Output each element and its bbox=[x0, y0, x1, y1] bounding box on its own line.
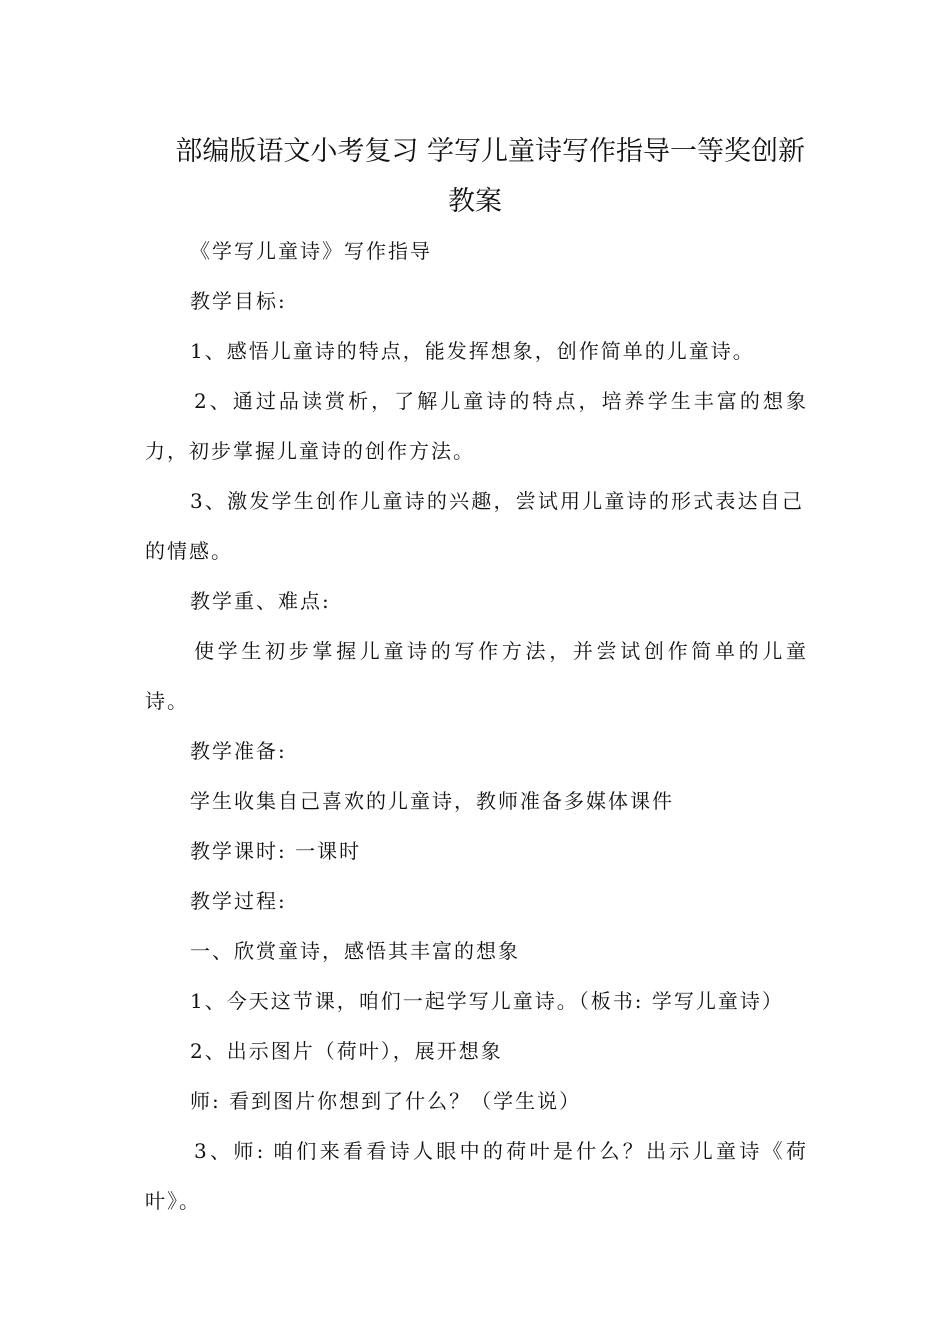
step-1: 1、今天这节课，咱们一起学写儿童诗。（板书: 学写儿童诗） bbox=[190, 989, 784, 1013]
key-points-heading: 教学重、难点: bbox=[190, 589, 331, 613]
document-title-line-2: 教案 bbox=[448, 186, 502, 217]
goal-3-line-1: 3、激发学生创作儿童诗的兴趣，尝试用儿童诗的形式表达自己 bbox=[190, 489, 802, 513]
preparation-text: 学生收集自己喜欢的儿童诗，教师准备多媒体课件 bbox=[190, 789, 674, 813]
goal-1: 1、感悟儿童诗的特点，能发挥想象，创作简单的儿童诗。 bbox=[190, 339, 755, 363]
section-1-heading: 一、欣赏童诗，感悟其丰富的想象 bbox=[190, 939, 520, 963]
lesson-subtitle: 《学写儿童诗》写作指导 bbox=[190, 239, 432, 263]
step-3-line-2: 叶》。 bbox=[145, 1189, 201, 1213]
goal-3-line-2: 的情感。 bbox=[145, 539, 233, 563]
document-title-line-1: 部编版语文小考复习 学写儿童诗写作指导一等奖创新 bbox=[175, 136, 805, 167]
class-period: 教学课时: 一课时 bbox=[190, 839, 362, 863]
key-points-line-1: 使学生初步掌握儿童诗的写作方法，并尝试创作简单的儿童 bbox=[194, 639, 806, 663]
step-2-teacher: 师: 看到图片你想到了什么？（学生说） bbox=[190, 1089, 582, 1113]
goal-2-line-1: 2、通过品读赏析，了解儿童诗的特点，培养学生丰富的想象 bbox=[194, 389, 806, 413]
preparation-heading: 教学准备: bbox=[190, 739, 287, 763]
process-heading: 教学过程: bbox=[190, 889, 287, 913]
step-2: 2、出示图片（荷叶），展开想象 bbox=[190, 1039, 503, 1063]
goal-2-line-2: 力，初步掌握儿童诗的创作方法。 bbox=[145, 439, 475, 463]
goals-heading: 教学目标: bbox=[190, 289, 287, 313]
key-points-line-2: 诗。 bbox=[145, 689, 189, 713]
step-3-line-1: 3、师: 咱们来看看诗人眼中的荷叶是什么？出示儿童诗《荷 bbox=[194, 1139, 806, 1163]
